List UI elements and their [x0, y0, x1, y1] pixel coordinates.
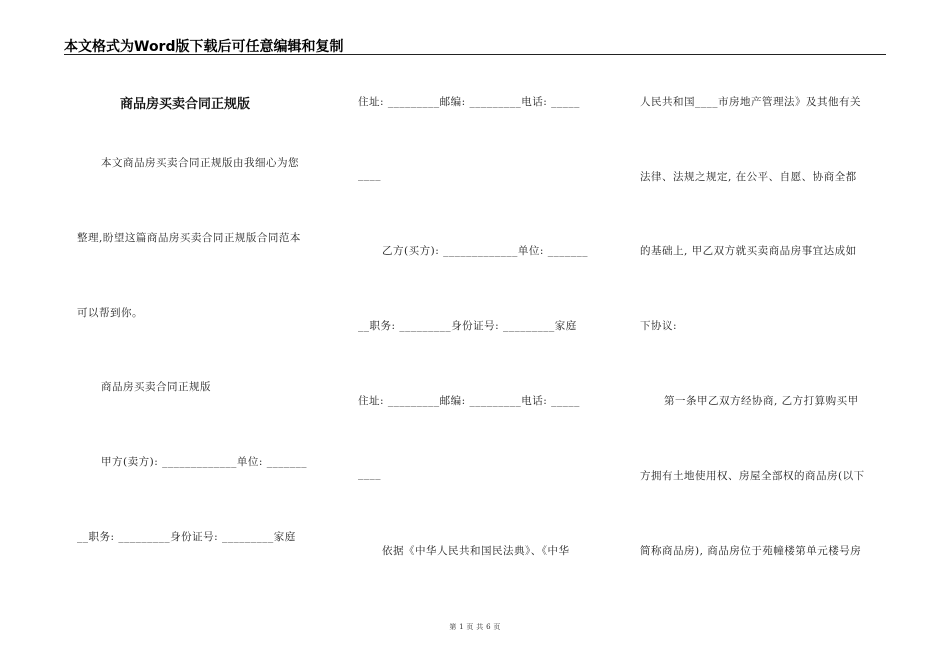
col1-line-6: __职务: _________身份证号: _________家庭	[77, 531, 296, 543]
col3-line-3: 的基础上, 甲乙双方就买卖商品房事宜达成如	[640, 245, 857, 257]
col3-line-5: 第一条甲乙双方经协商, 乙方打算购买甲	[664, 395, 859, 407]
col3-line-2: 法律、法规之规定, 在公平、自愿、协商全都	[640, 171, 857, 183]
col2-line-4: __职务: _________身份证号: _________家庭	[358, 320, 577, 332]
col3-line-6: 方拥有土地使用权、房屋全部权的商品房(以下	[640, 470, 865, 482]
col3-line-4: 下协议:	[640, 320, 678, 332]
col3-line-7: 简称商品房), 商品房位于苑幢楼第单元楼号房	[640, 545, 862, 557]
col1-line-3: 可以帮到你。	[77, 307, 143, 319]
col1-line-1: 本文商品房买卖合同正规版由我细心为您	[101, 157, 299, 169]
col1-line-4: 商品房买卖合同正规版	[101, 381, 211, 393]
col1-line-5: 甲方(卖方): _____________单位: _______	[101, 456, 307, 468]
page-number-footer: 第 1 页 共 6 页	[449, 623, 501, 631]
col2-line-6: ____	[358, 468, 381, 480]
document-header-banner: 本文格式为Word版下载后可任意编辑和复制	[64, 39, 344, 55]
col3-line-1: 人民共和国____市房地产管理法》及其他有关	[640, 96, 861, 108]
col2-line-1: 住址: _________邮编: _________电话: _____	[358, 96, 580, 108]
document-title: 商品房买卖合同正规版	[120, 97, 251, 112]
header-divider	[64, 54, 886, 55]
col2-line-7: 依据《中华人民共和国民法典》、《中华	[382, 545, 570, 557]
col2-line-2: ____	[358, 169, 381, 181]
col1-line-2: 整理,盼望这篇商品房买卖合同正规版合同范本	[77, 232, 301, 244]
col2-line-5: 住址: _________邮编: _________电话: _____	[358, 395, 580, 407]
col2-line-3: 乙方(买方): _____________单位: _______	[382, 245, 588, 257]
